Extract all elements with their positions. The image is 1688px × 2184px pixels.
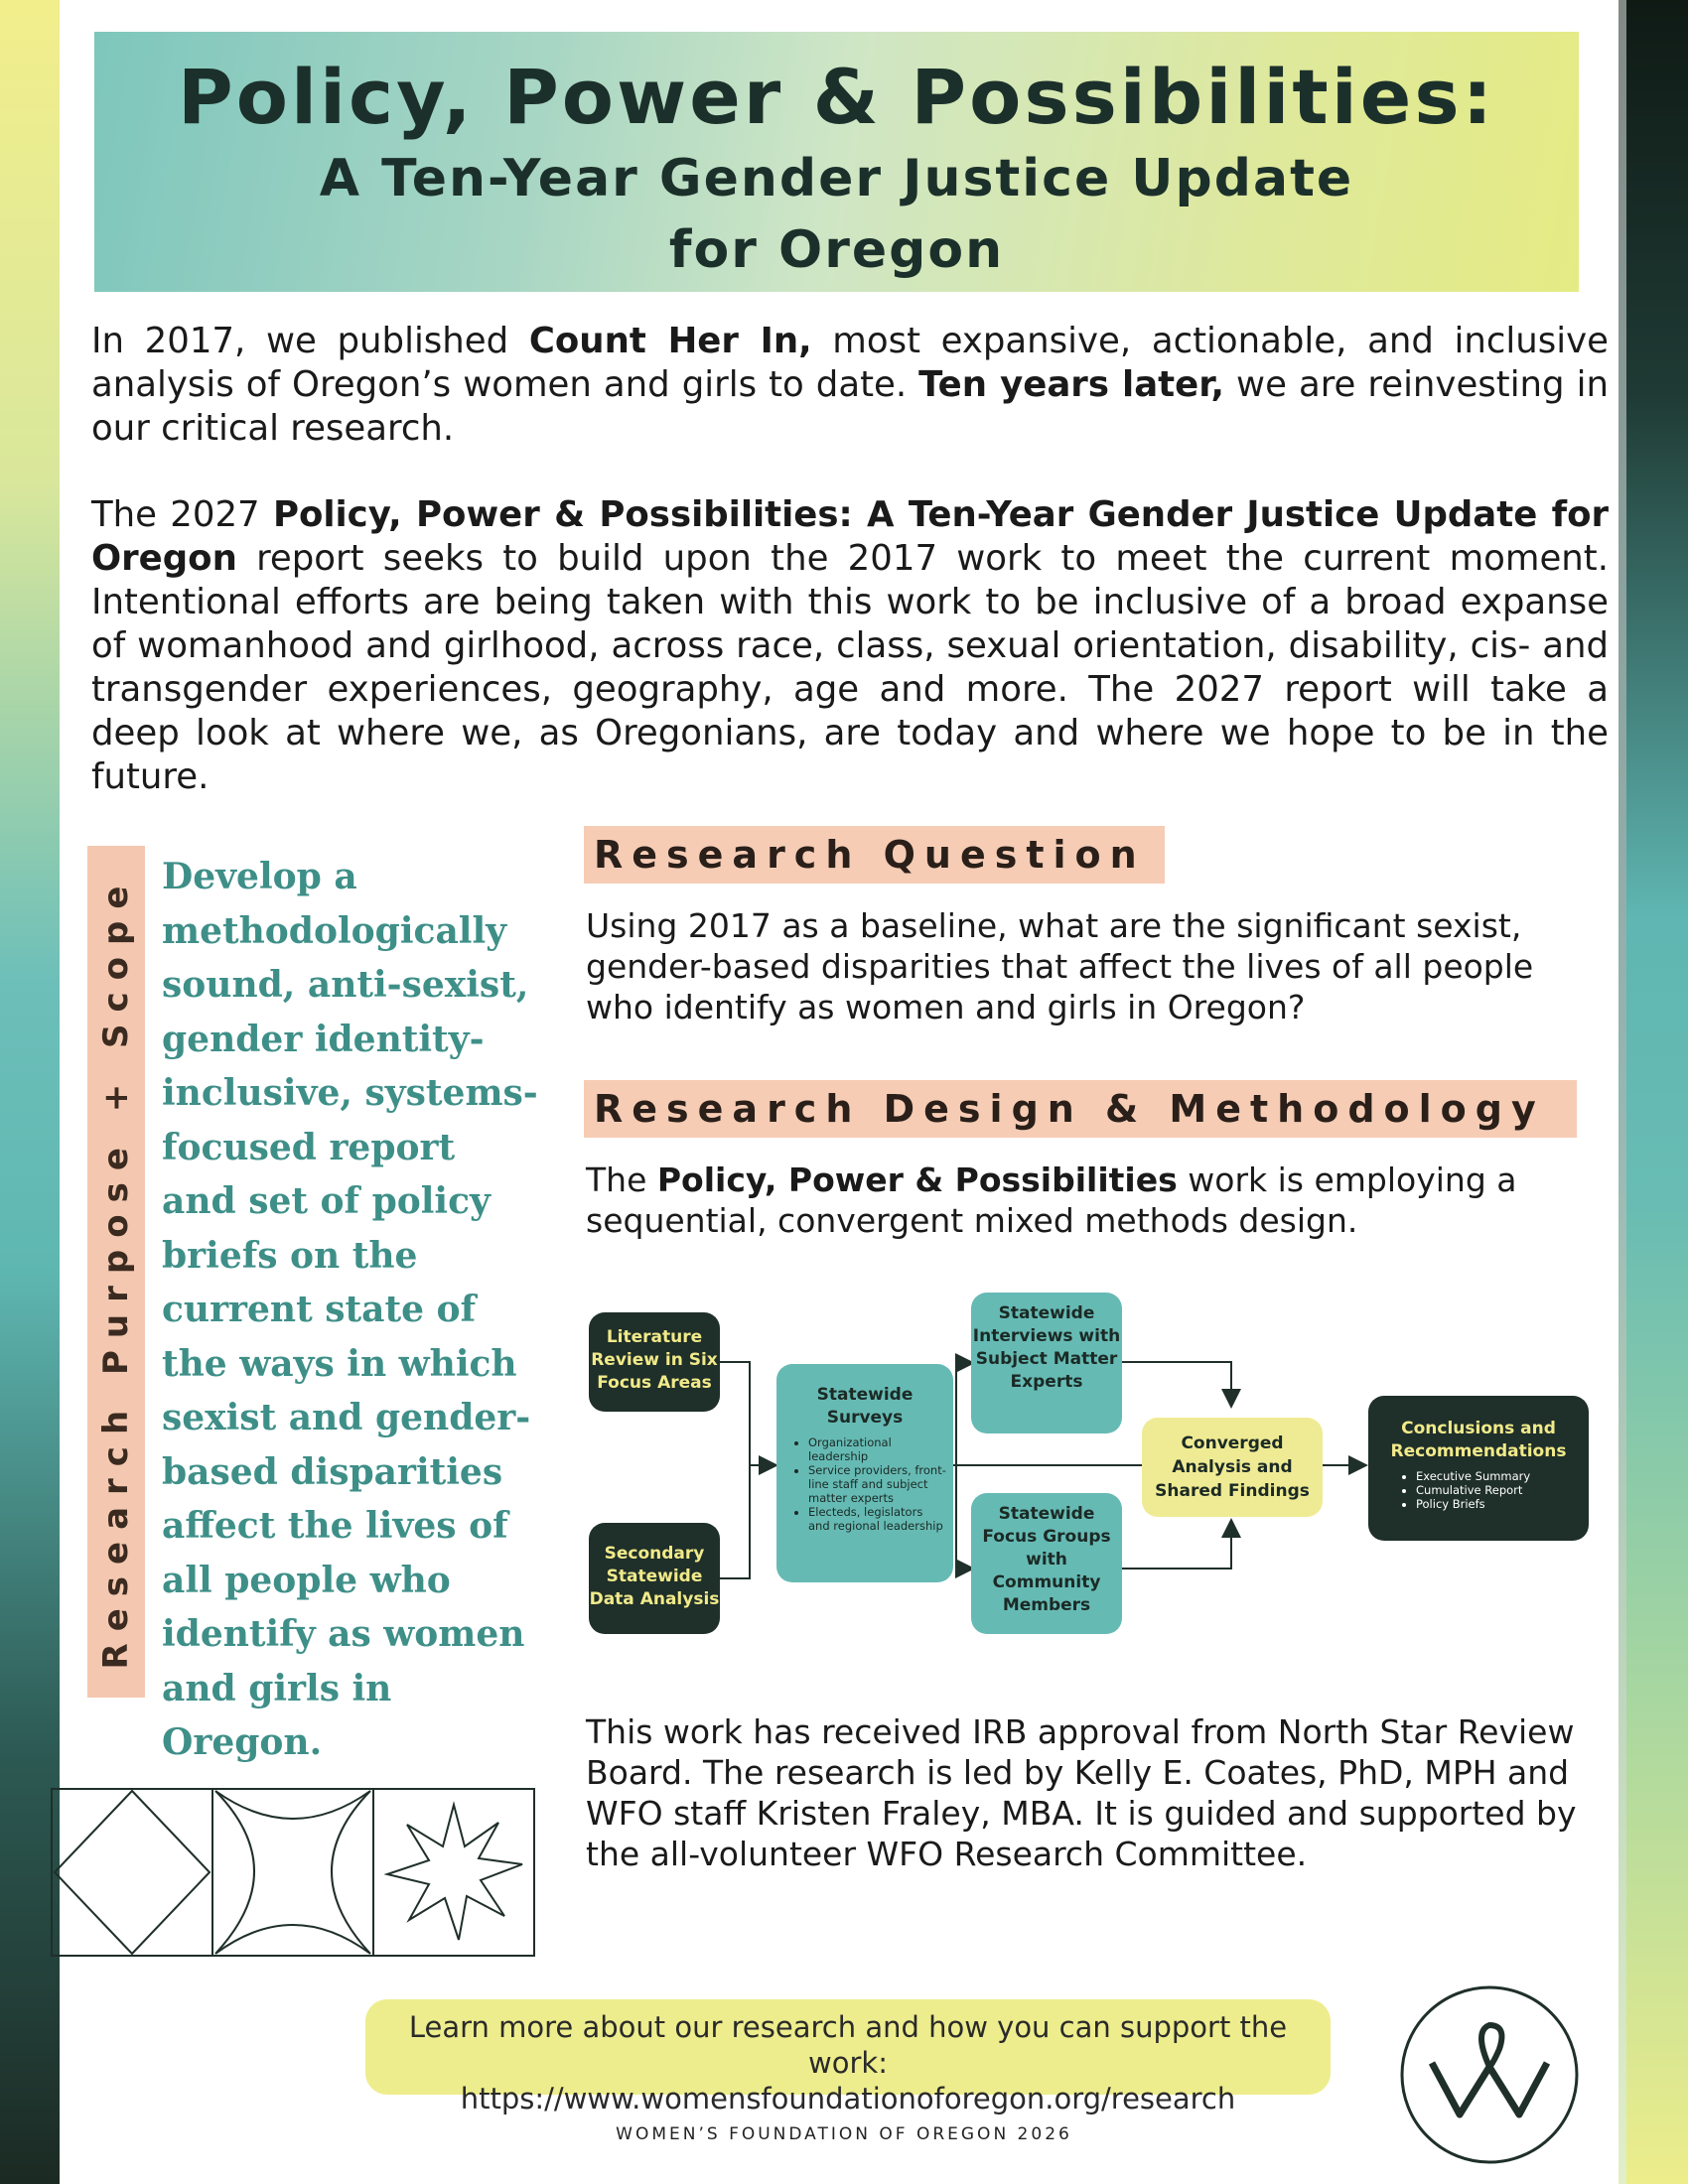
literature-review-node [589,1312,720,1412]
scope-text: Develop a methodologically sound, anti-sexist, gender identity-inclusive, systems-focused report and set of policy briefs on the current state of the ways in which sexist and gender-based disparities affect the lives of all people who identify as women and girls in Oregon. [162,856,538,1763]
interviews-label: Statewide Interviews with Subject Matter Experts [972,1303,1121,1392]
conclusion-item: • Cumulative Report [1416,1483,1581,1497]
research-question-heading: Research Question [584,826,1165,884]
survey-item: • Organizational leadership [808,1435,947,1463]
focus-groups-label: Statewide Focus Groups with Community Members [982,1504,1111,1615]
statewide-surveys-label: Statewide Surveys [816,1385,914,1428]
title-line-1: Policy, Power & Possibilities: [178,53,1495,141]
methodology-text-a: The [586,1160,657,1199]
count-her-in-title: Count Her In, [528,321,812,361]
intro-p2-text-a: The 2027 [91,494,273,535]
right-gradient-band [1626,0,1688,2184]
literature-review-label: Literature Review in Six Focus Areas [591,1327,718,1393]
research-question-text: Using 2017 as a baseline, what are the significant sexist, gender-based disparities that affect the lives of all people who identify as women and girls in Oregon? [586,906,1534,1026]
conclusion-item: • Policy Briefs [1416,1497,1581,1511]
intro-p1-text-c: most expansive, actionable, and inclusive analysis of Oregon’s women and girls to date. [91,321,1609,405]
scope-label-box [87,846,145,1698]
footer-text: WOMEN’S FOUNDATION OF OREGON 2026 [616,2124,1072,2144]
intro-p1-text-a: In 2017, we published [91,321,529,361]
conclusions-label: Conclusions and Recommendations [1390,1419,1567,1461]
wfo-logo-icon [1390,1976,1589,2174]
cta-line-1: Learn more about our research and how you can support the work: [408,2010,1288,2080]
conclusion-items-list [1376,1469,1581,1511]
irb-text: This work has received IRB approval from North Star Review Board. The research is led by Kelly E. Coates, PhD, MPH and WFO staff Kristen Fraley, MBA. It is guided and supported by the all-volunteer WFO Research Committee. [586,1712,1577,1873]
intro-paragraph-1 [91,320,1609,451]
survey-item: • Service providers, front-line staff and subject matter experts [808,1463,947,1505]
focus-groups-node [971,1493,1122,1634]
research-url-link[interactable]: https://www.womensfoundationoforegon.org/research [460,2082,1236,2116]
survey-item: • Electeds, legislators and regional leadership [808,1505,947,1533]
report-title-inline: Policy, Power & Possibilities: A Ten-Year Gender Justice Update for Oregon [91,494,1609,579]
geometric-pattern-icon [50,1787,536,1958]
learn-more-callout [365,1999,1331,2116]
intro-p1-text-e: we are reinvesting in our critical research. [91,364,1609,449]
scope-label: Research Purpose + Scope [96,874,136,1670]
intro-p2-text-c: report seeks to build upon the 2017 work to meet the current moment. Intentional efforts are being taken with this work to be inclusive of a broad expanse of womanhood and girlhood, across race, class, sexual orientation, disability, cis- and transgender experiences, geography, age and more. The 2027 report will take a deep look at where we, as Oregonians, are today and where we hope to be in the future. [91,538,1609,797]
survey-items-list [782,1435,947,1533]
methods-flow-diagram [586,1281,1589,1648]
methodology-heading: Research Design & Methodology [584,1080,1577,1138]
converged-analysis-node [1142,1418,1323,1517]
title-line-2: A Ten-Year Gender Justice Update [319,149,1354,208]
methodology-text [586,1160,1609,1241]
secondary-data-node [589,1523,720,1634]
title-line-3: for Oregon [668,220,1005,280]
methodology-project-name: Policy, Power & Possibilities [656,1160,1178,1199]
converged-analysis-label: Converged Analysis and Shared Findings [1155,1433,1310,1501]
title-banner [94,32,1579,292]
intro-paragraph-2 [91,493,1609,799]
secondary-data-label: Secondary Statewide Data Analysis [589,1544,720,1609]
interviews-node [971,1293,1122,1433]
statewide-surveys-node [776,1364,953,1582]
right-edge-shadow [1618,0,1626,2184]
conclusion-item: • Executive Summary [1416,1469,1581,1483]
methodology-text-c: work is employing a sequential, convergent mixed methods design. [586,1160,1517,1240]
conclusions-node [1368,1396,1589,1541]
ten-years-later: Ten years later, [918,364,1225,405]
